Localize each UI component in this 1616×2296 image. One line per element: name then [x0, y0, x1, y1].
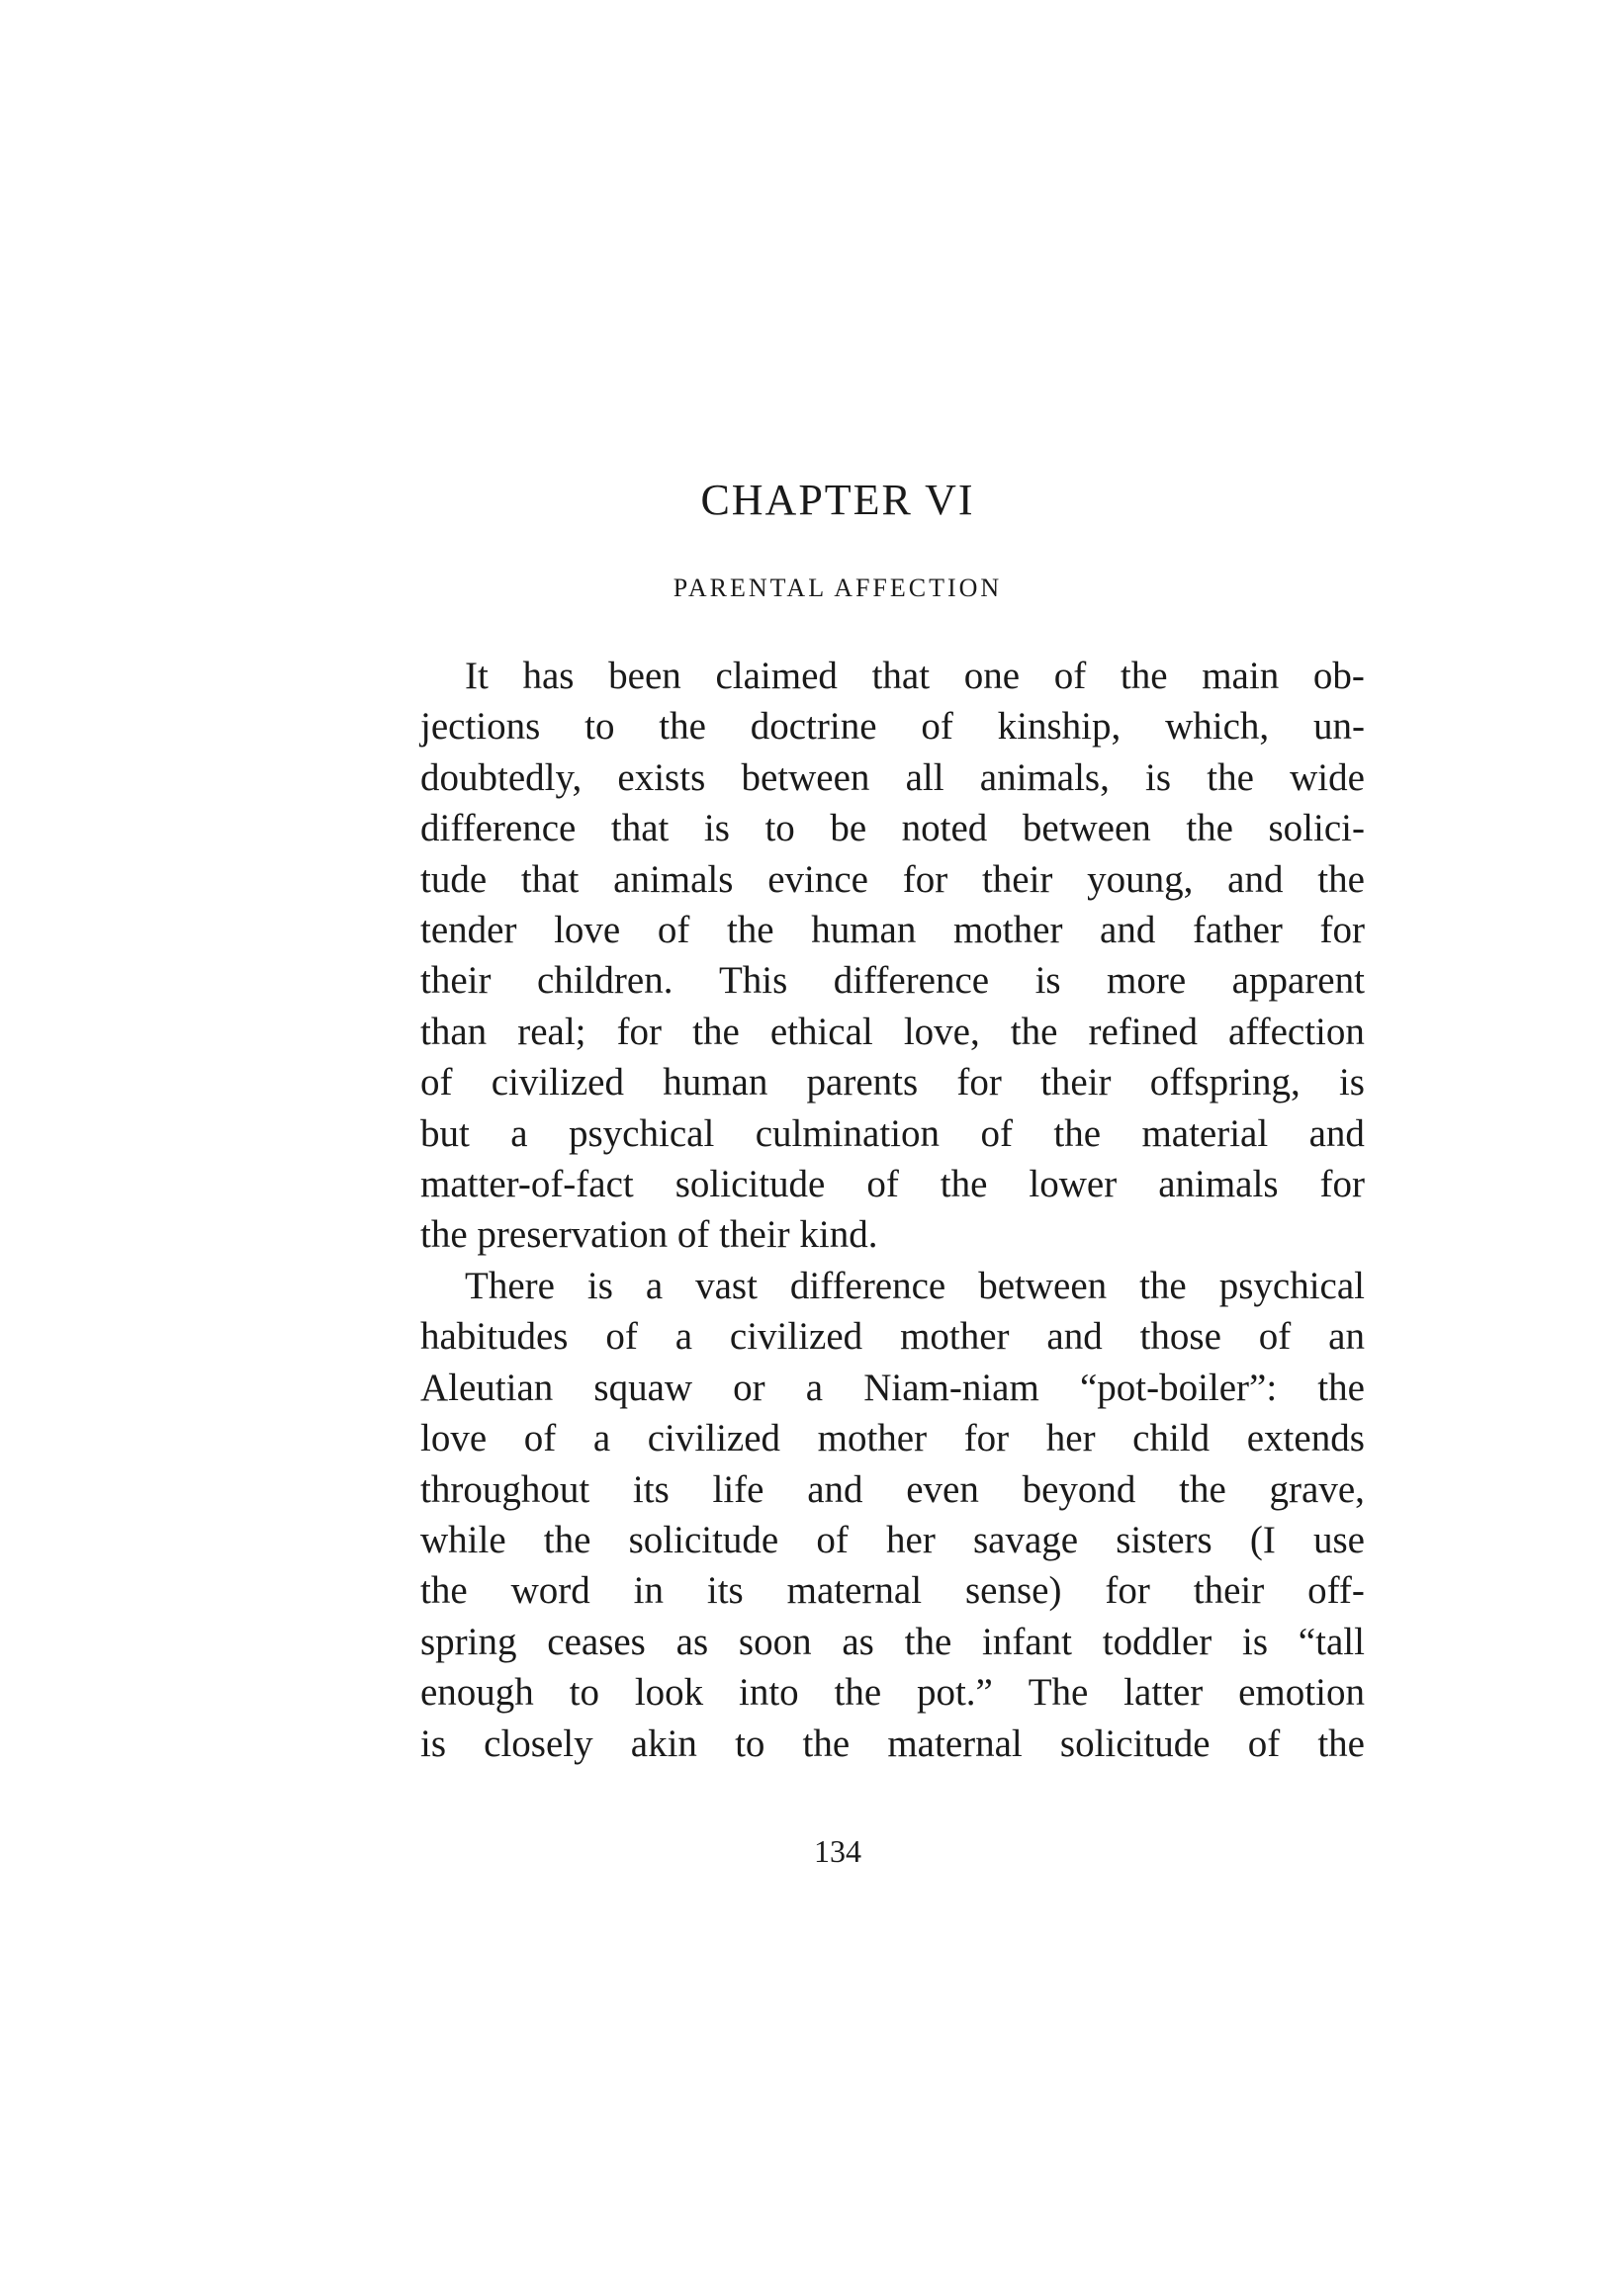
word: that [610, 807, 670, 850]
word: for [963, 1417, 1010, 1460]
word: soon [738, 1620, 812, 1663]
word: is [703, 807, 730, 850]
text-line [420, 1209, 1365, 1260]
word: is [1145, 755, 1172, 799]
word: difference [833, 959, 990, 1003]
word: enough [420, 1671, 534, 1715]
word: is [1338, 1061, 1365, 1104]
word: even [906, 1467, 979, 1511]
word: a [592, 1417, 611, 1460]
text-line [420, 1515, 1365, 1565]
word: and [1100, 909, 1156, 952]
word: difference [789, 1264, 946, 1307]
word: the [1317, 1722, 1365, 1765]
word: a [510, 1111, 528, 1155]
text-line [420, 1159, 1365, 1209]
word: the [420, 1213, 468, 1257]
word: been [608, 655, 681, 697]
word: a [805, 1366, 824, 1409]
word: to [584, 705, 615, 749]
word: for [1319, 909, 1365, 952]
chapter-title: CHAPTER VI [700, 476, 975, 524]
word: toddler [1102, 1620, 1212, 1663]
word: mother [900, 1315, 1010, 1359]
word: to [735, 1722, 765, 1765]
word: vast [695, 1264, 758, 1307]
word: sisters [1116, 1518, 1212, 1561]
text-line [420, 1667, 1365, 1718]
word: than [420, 1010, 488, 1053]
word: as [675, 1620, 709, 1663]
word: for [1319, 1163, 1365, 1206]
text-line [420, 1007, 1365, 1057]
word: exists [617, 755, 706, 799]
word: material [1141, 1111, 1269, 1155]
word: “pot-boiler”: [1079, 1366, 1278, 1409]
word: culmination [755, 1111, 941, 1155]
word: word [510, 1569, 590, 1613]
word: claimed [715, 655, 838, 697]
word: There [465, 1264, 555, 1307]
word: child [1132, 1417, 1211, 1460]
text-line [420, 1565, 1365, 1616]
word: its [706, 1569, 744, 1613]
word: doctrine [750, 705, 877, 749]
word: between [978, 1264, 1108, 1307]
word: closely [484, 1722, 593, 1765]
word: love [554, 909, 621, 952]
text-line [420, 1363, 1365, 1413]
word: human [663, 1061, 768, 1104]
word: to [764, 807, 795, 850]
word: the [1317, 857, 1365, 901]
word: the [1186, 807, 1233, 850]
word: her [886, 1518, 936, 1561]
word: real; [517, 1010, 586, 1053]
word: the [1179, 1467, 1226, 1511]
word: of [523, 1417, 557, 1460]
word: but [420, 1111, 470, 1155]
word: is [586, 1264, 613, 1307]
word: ceases [547, 1620, 646, 1663]
word: of [866, 1163, 899, 1206]
word: more [1107, 959, 1187, 1003]
word: love [420, 1417, 488, 1460]
word: and [1308, 1111, 1365, 1155]
text-line [420, 1617, 1365, 1667]
word: animals [613, 857, 734, 901]
chapter-subtitle: PARENTAL AFFECTION [673, 574, 1003, 602]
word: refined [1088, 1010, 1198, 1053]
word: of [1258, 1315, 1292, 1359]
word: of [420, 1061, 453, 1104]
word: the [1120, 655, 1168, 697]
text-line [420, 1464, 1365, 1515]
word: life [712, 1467, 764, 1511]
word: grave, [1269, 1467, 1365, 1511]
word: solicitude [1059, 1722, 1211, 1765]
word: or [733, 1366, 765, 1409]
word: a [645, 1264, 664, 1307]
word: tender [420, 909, 517, 952]
word: young, [1087, 857, 1194, 901]
word: is [420, 1722, 447, 1765]
word: an [1328, 1315, 1365, 1359]
word: its [632, 1467, 670, 1511]
word: This [718, 959, 788, 1003]
word: un- [1312, 705, 1365, 749]
word: the [726, 909, 774, 952]
word: the [692, 1010, 740, 1053]
text-line [420, 1413, 1365, 1463]
word: the [940, 1163, 988, 1206]
word: civilized [729, 1315, 863, 1359]
word: evince [767, 857, 868, 901]
text-line [420, 651, 1365, 701]
word: love, [903, 1010, 980, 1053]
word: akin [630, 1722, 697, 1765]
word: that [520, 857, 580, 901]
word: animals, [979, 755, 1110, 799]
word: It [465, 655, 489, 697]
text-line [420, 1311, 1365, 1362]
word: Aleutian [420, 1366, 554, 1409]
word: the [834, 1671, 882, 1715]
paragraph-2 [420, 1261, 1365, 1769]
page-number: 134 [814, 1833, 861, 1869]
word: ethical [769, 1010, 873, 1053]
word: doubtedly, [420, 755, 583, 799]
word: psychical [1218, 1264, 1365, 1307]
word: as [842, 1620, 874, 1663]
word: tude [420, 857, 488, 901]
word: and [1046, 1315, 1103, 1359]
word: kind. [799, 1213, 878, 1257]
word: habitudes [420, 1315, 569, 1359]
word: a [674, 1315, 693, 1359]
word: maternal [887, 1722, 1023, 1765]
word: use [1312, 1518, 1365, 1561]
text-line [420, 1108, 1365, 1159]
word: of [980, 1111, 1013, 1155]
word: look [634, 1671, 704, 1715]
word: maternal [786, 1569, 923, 1613]
word: kinship, [997, 705, 1122, 749]
word: their [420, 959, 492, 1003]
word: between [741, 755, 870, 799]
word: off- [1307, 1569, 1365, 1613]
word: the [1317, 1366, 1365, 1409]
word: civilized [647, 1417, 781, 1460]
word: of [657, 909, 690, 952]
word: the [543, 1518, 591, 1561]
word: one [963, 655, 1021, 697]
word: and [807, 1467, 863, 1511]
word: parents [806, 1061, 919, 1104]
word: the [1053, 1111, 1102, 1155]
word: psychical [569, 1111, 715, 1155]
word: the [420, 1569, 468, 1613]
word: (I [1249, 1518, 1276, 1561]
word: mother [952, 909, 1063, 952]
word: of [1247, 1722, 1281, 1765]
word: squaw [593, 1366, 693, 1409]
word: civilized [491, 1061, 624, 1104]
paragraph-1 [420, 651, 1365, 1261]
word: is [1242, 1620, 1269, 1663]
text-line [420, 1719, 1365, 1769]
word: difference [420, 807, 577, 850]
word: lower [1029, 1163, 1118, 1206]
word: jections [420, 705, 541, 749]
word: of [605, 1315, 638, 1359]
word: the [904, 1620, 952, 1663]
word: for [1105, 1569, 1150, 1613]
word: those [1139, 1315, 1221, 1359]
word: in [633, 1569, 664, 1613]
word: beyond [1022, 1467, 1136, 1511]
word: The [1028, 1671, 1089, 1715]
word: animals [1158, 1163, 1279, 1206]
word: preservation [477, 1213, 669, 1257]
word: throughout [420, 1467, 590, 1511]
word: to [569, 1671, 599, 1715]
word: solicitude [628, 1518, 779, 1561]
word: and [1227, 857, 1284, 901]
word: the [802, 1722, 851, 1765]
word: main [1202, 655, 1280, 697]
text-line [420, 1261, 1365, 1311]
word: all [905, 755, 944, 799]
word: mother [817, 1417, 928, 1460]
word: their [719, 1213, 790, 1257]
text-line [420, 955, 1365, 1006]
word: that [871, 655, 931, 697]
word: wide [1290, 755, 1365, 799]
word: “tall [1298, 1620, 1365, 1663]
word: the [1207, 755, 1254, 799]
word: between [1022, 807, 1151, 850]
word: of [1053, 655, 1087, 697]
word: sense) [964, 1569, 1062, 1613]
word: latter [1123, 1671, 1204, 1715]
word: Niam-niam [863, 1366, 1039, 1409]
word: apparent [1231, 959, 1365, 1003]
word: for [902, 857, 948, 901]
word: for [956, 1061, 1002, 1104]
text-line [420, 905, 1365, 955]
word: their [981, 857, 1053, 901]
word: has [522, 655, 575, 697]
word: for [616, 1010, 663, 1053]
word: affection [1228, 1010, 1365, 1053]
word: their [1193, 1569, 1265, 1613]
word: extends [1246, 1417, 1365, 1460]
body-text [420, 651, 1365, 1769]
word: her [1045, 1417, 1096, 1460]
word: is [1034, 959, 1061, 1003]
word: of [816, 1518, 849, 1561]
word: while [420, 1518, 506, 1561]
word: of [921, 705, 953, 749]
word: pot.” [916, 1671, 993, 1715]
word: father [1192, 909, 1283, 952]
word: infant [982, 1620, 1073, 1663]
word: offspring, [1149, 1061, 1301, 1104]
word: noted [901, 807, 988, 850]
word: the [659, 705, 706, 749]
word: the [1010, 1010, 1058, 1053]
text-line [420, 701, 1365, 751]
word: of [676, 1213, 710, 1257]
word: children. [536, 959, 673, 1003]
word: spring [420, 1620, 517, 1663]
word: the [1139, 1264, 1187, 1307]
text-line [420, 752, 1365, 803]
word: human [811, 909, 917, 952]
word: solici- [1268, 807, 1365, 850]
word: ob- [1312, 655, 1365, 697]
word: their [1040, 1061, 1112, 1104]
word: which, [1165, 705, 1270, 749]
word: matter-of-fact [420, 1163, 634, 1206]
word: emotion [1238, 1671, 1365, 1715]
text-line [420, 1057, 1365, 1107]
text-line [420, 803, 1365, 853]
word: into [738, 1671, 799, 1715]
word: be [830, 807, 867, 850]
word: savage [972, 1518, 1079, 1561]
word: solicitude [674, 1163, 826, 1206]
text-line [420, 854, 1365, 905]
